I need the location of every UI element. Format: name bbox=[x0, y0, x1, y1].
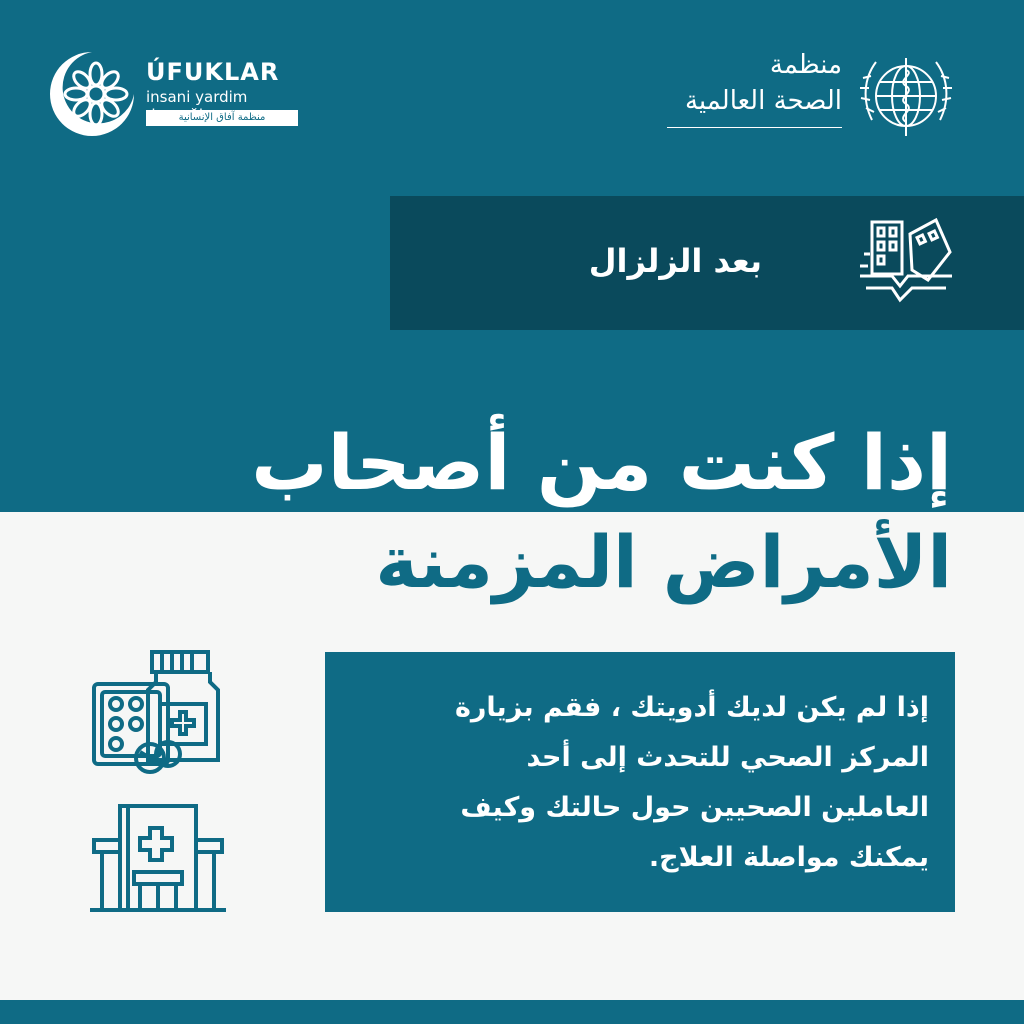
flower-crescent-logo-icon bbox=[46, 48, 138, 140]
message-line-3: العاملين الصحيين حول حالتك وكيف bbox=[460, 792, 929, 823]
headline-line2: الأمراض المزمنة bbox=[375, 520, 952, 604]
medicine-pills-icon bbox=[90, 648, 226, 776]
ufuklar-arabic-name: منظمة آفاق الإنسانية bbox=[146, 110, 298, 126]
who-name-line2: الصحة العالمية bbox=[684, 86, 842, 116]
ufuklar-logo bbox=[46, 48, 306, 138]
footer-strip bbox=[0, 1000, 1024, 1024]
headline-line1: إذا كنت من أصحاب bbox=[251, 418, 952, 507]
who-emblem-icon bbox=[852, 50, 960, 146]
message-line-1: إذا لم يكن لديك أدويتك ، فقم بزيارة bbox=[454, 692, 929, 723]
health-center-icon bbox=[90, 800, 226, 916]
who-logo bbox=[650, 40, 960, 150]
message-line-2: المركز الصحي للتحدث إلى أحد bbox=[526, 742, 929, 773]
who-underline bbox=[667, 127, 842, 128]
collapsed-building-icon bbox=[856, 214, 956, 310]
ufuklar-name: ÚFUKLAR bbox=[146, 58, 280, 86]
ufuklar-subtitle: insani yardim bbox=[146, 88, 248, 106]
banner-text: بعد الزلزال bbox=[588, 242, 762, 280]
message-line-4: يمكنك مواصلة العلاج. bbox=[648, 842, 929, 873]
message-box bbox=[325, 652, 955, 912]
after-earthquake-banner bbox=[390, 196, 1024, 330]
who-name-line1: منظمة bbox=[769, 50, 842, 80]
